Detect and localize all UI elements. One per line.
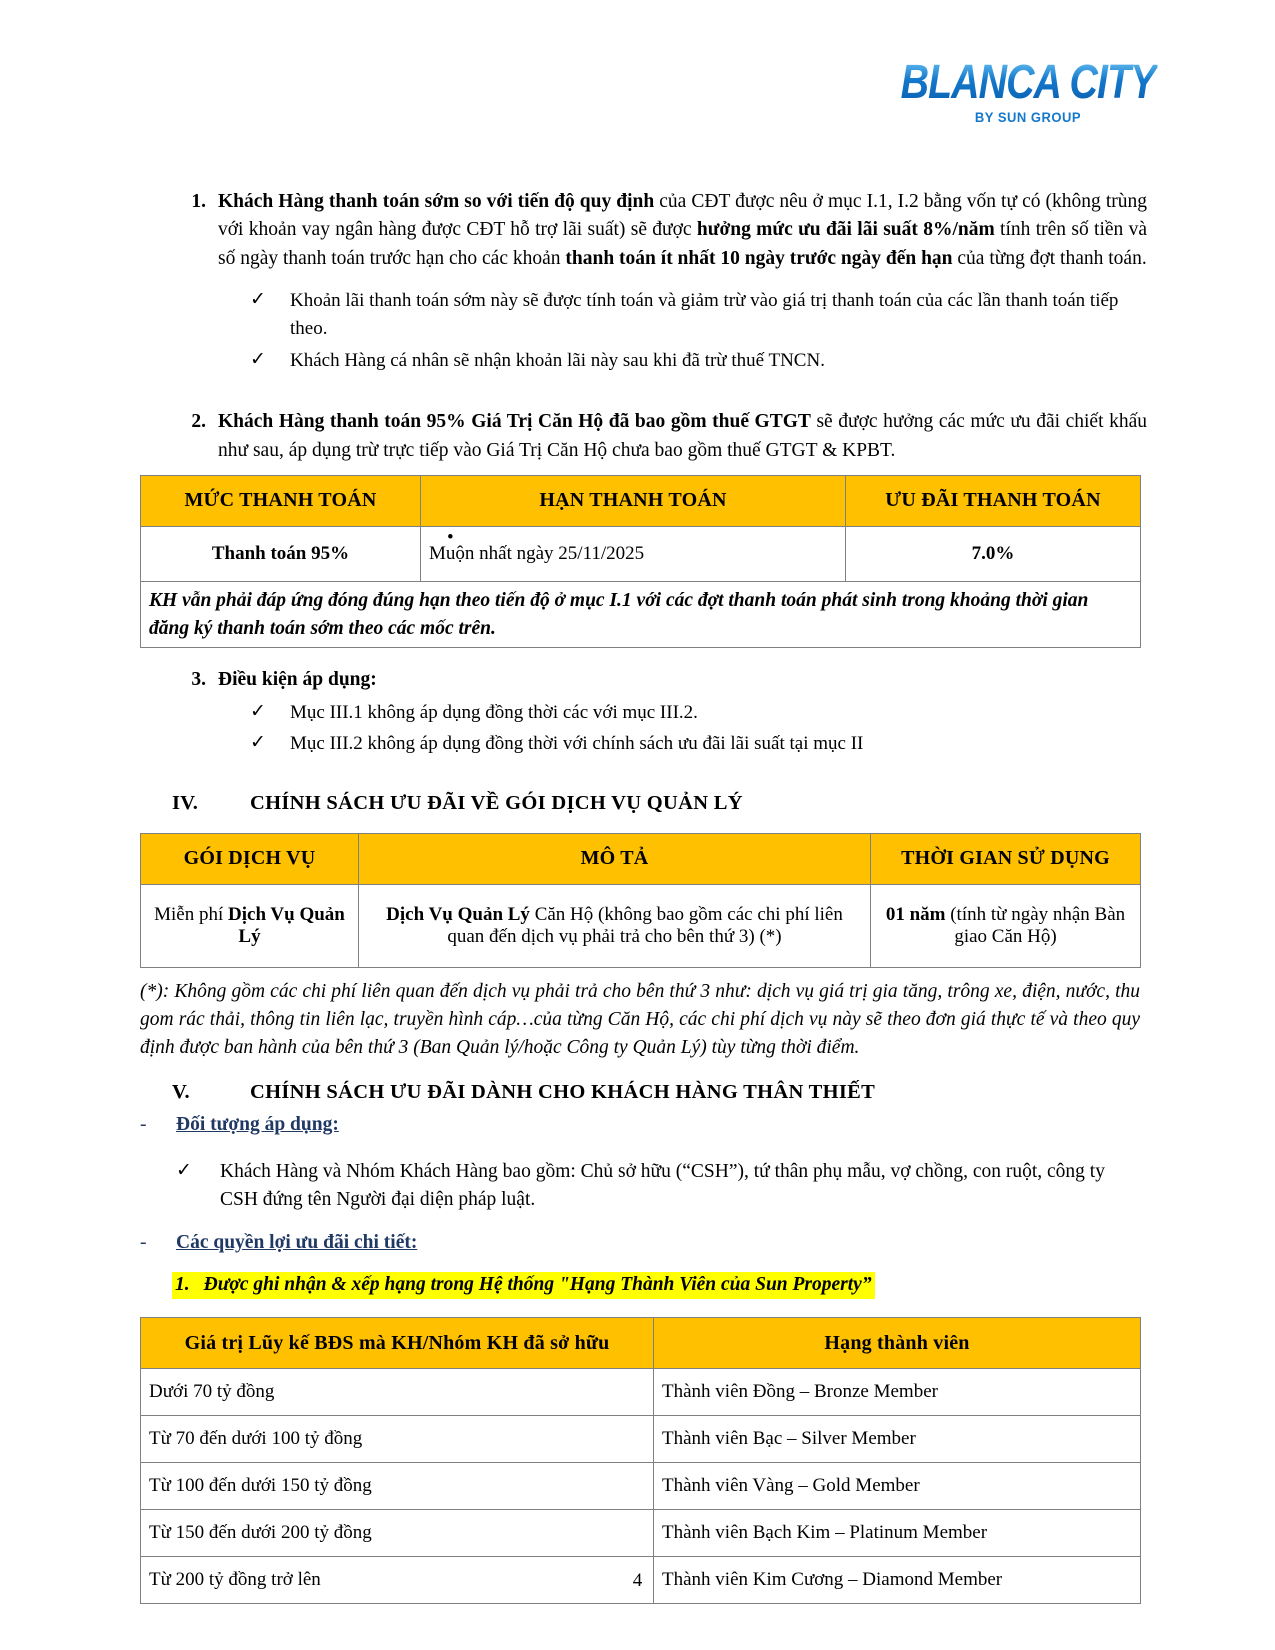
table-row bbox=[141, 1510, 1141, 1557]
cell-service-duration-rest: (tính từ ngày nhận Bàn giao Căn Hộ) bbox=[945, 903, 1126, 947]
item-1-text-3: hưởng mức ưu đãi lãi suất 8%/năm bbox=[696, 219, 995, 241]
item-2-body bbox=[218, 408, 1147, 465]
cell-tier-name: Thành viên Kim Cương – Diamond Member bbox=[654, 1557, 1141, 1604]
item-1-text-5: thanh toán ít nhất 10 ngày trước ngày đến hạn bbox=[565, 247, 953, 269]
cell-service-duration-bold: 01 năm bbox=[885, 903, 946, 925]
cell-tier-name: Thành viên Đồng – Bronze Member bbox=[654, 1369, 1141, 1416]
cell-payment-deadline-text: Muộn nhất ngày 25/11/2025 bbox=[429, 542, 645, 564]
subsection-target-audience bbox=[140, 1114, 1186, 1136]
dash-icon: - bbox=[140, 1113, 147, 1135]
numbered-item-2 bbox=[172, 408, 1147, 465]
cell-payment-deadline bbox=[421, 526, 846, 581]
section-heading-iv bbox=[172, 792, 1275, 815]
section-iv-number: IV. bbox=[172, 791, 199, 814]
highlighted-benefit-1-inner bbox=[172, 1272, 875, 1299]
cell-service-package-bold: Dịch Vụ Quản Lý bbox=[228, 903, 345, 947]
payment-table-note: KH vẫn phải đáp ứng đóng đúng hạn theo tiến độ ở mục I.1 với các đợt thanh toán phát sinh trong khoảng thời gian đăng ký thanh toán sớm theo các mốc trên. bbox=[141, 581, 1141, 647]
list-item bbox=[246, 699, 1151, 727]
list-item bbox=[246, 287, 1151, 342]
management-service-table bbox=[140, 833, 1141, 968]
check-icon: ✓ bbox=[250, 347, 266, 370]
highlighted-benefit-1-text: Được ghi nhận & xếp hạng trong Hệ thống "Hạng Thành Viên của Sun Property” bbox=[203, 1274, 872, 1296]
item-1-check-list bbox=[246, 287, 1151, 374]
cell-payment-discount: 7.0% bbox=[971, 542, 1015, 564]
item-1-text-4: tính trên số tiền và số ngày thanh toán trước hạn cho các khoản bbox=[218, 219, 1147, 269]
item-1-text-6: của từng đợt thanh toán. bbox=[952, 247, 1147, 269]
logo-wordmark: BLANCA CITY bbox=[898, 58, 1157, 106]
blanca-city-logo bbox=[893, 54, 1163, 126]
cell-value-range: Từ 150 đến dưới 200 tỷ đồng bbox=[141, 1510, 654, 1557]
cell-service-package bbox=[141, 884, 359, 967]
item-1-number: 1. bbox=[191, 191, 206, 212]
table-row bbox=[141, 1463, 1141, 1510]
item-3-title: Điều kiện áp dụng: bbox=[218, 669, 377, 691]
column-header-service-package: GÓI DỊCH VỤ bbox=[141, 833, 359, 884]
cell-value-range: Từ 100 đến dưới 150 tỷ đồng bbox=[141, 1463, 654, 1510]
section-iv-title: CHÍNH SÁCH ƯU ĐÃI VỀ GÓI DỊCH VỤ QUẢN LÝ bbox=[250, 791, 743, 814]
item-1-text-2: của CĐT được nêu ở mục I.1, I.2 bằng vốn tự có (không trùng với khoản vay ngân hàng được CĐT hỗ trợ lãi suất) sẽ được bbox=[218, 191, 1147, 241]
highlighted-benefit-1 bbox=[172, 1272, 1275, 1299]
item-3-check-list bbox=[246, 699, 1151, 758]
subsection-benefits bbox=[140, 1232, 1186, 1254]
column-header-payment-deadline: HẠN THANH TOÁN bbox=[421, 475, 846, 526]
section-heading-v bbox=[172, 1081, 1275, 1104]
check-icon: ✓ bbox=[250, 288, 266, 311]
service-table-footnote: (*): Không gồm các chi phí liên quan đến dịch vụ phải trả cho bên thứ 3 như: dịch vụ giá trị gia tăng, trông xe, điện, nước, thu gom rác thải, thông tin liên lạc, truyền hình cáp…của từng Căn Hộ, các chi phí dịch vụ này sẽ theo đơn giá thực tế và theo quy định được ban hành của bên thứ 3 (Ban Quản lý/hoặc Công ty Quản Lý) tùy từng thời điểm. bbox=[140, 980, 1140, 1059]
item-2-text-2: sẽ được hưởng các mức ưu đãi chiết khấu như sau, áp dụng trừ trực tiếp vào Giá Trị Căn Hộ chưa bao gồm thuế GTGT & KPBT. bbox=[218, 411, 1147, 461]
column-header-service-duration: THỜI GIAN SỬ DỤNG bbox=[871, 833, 1141, 884]
column-header-payment-level: MỨC THANH TOÁN bbox=[141, 475, 421, 526]
membership-tier-table bbox=[140, 1317, 1141, 1604]
column-header-payment-discount: ƯU ĐÃI THANH TOÁN bbox=[846, 475, 1141, 526]
column-header-member-tier: Hạng thành viên bbox=[654, 1318, 1141, 1369]
column-header-accumulated-value: Giá trị Lũy kế BĐS mà KH/Nhóm KH đã sở hữu bbox=[141, 1318, 654, 1369]
payment-discount-table bbox=[140, 475, 1141, 648]
dash-icon: - bbox=[140, 1232, 147, 1254]
section-v-title: CHÍNH SÁCH ƯU ĐÃI DÀNH CHO KHÁCH HÀNG THÂN THIẾT bbox=[250, 1080, 876, 1103]
table-header-row bbox=[141, 1318, 1141, 1369]
logo-tagline: BY SUN GROUP bbox=[974, 109, 1082, 126]
cell-service-duration bbox=[871, 884, 1141, 967]
column-header-service-desc: MÔ TẢ bbox=[359, 833, 871, 884]
list-item-label: Mục III.1 không áp dụng đồng thời các với mục III.2. bbox=[290, 701, 698, 723]
cell-service-desc-bold: Dịch Vụ Quản Lý bbox=[386, 903, 530, 925]
list-item-label: Mục III.2 không áp dụng đồng thời với chính sách ưu đãi lãi suất tại mục II bbox=[290, 733, 864, 755]
item-2-number: 2. bbox=[191, 411, 206, 433]
table-row bbox=[141, 1369, 1141, 1416]
cell-value-range: Dưới 70 tỷ đồng bbox=[141, 1369, 654, 1416]
item-1-text-1: Khách Hàng thanh toán sớm so với tiến độ quy định bbox=[218, 191, 655, 212]
subsection-benefits-label: Các quyền lợi ưu đãi chi tiết: bbox=[176, 1232, 418, 1254]
subsection-target-audience-label: Đối tượng áp dụng: bbox=[176, 1113, 339, 1135]
numbered-item-1 bbox=[172, 188, 1147, 273]
item-3-number: 3. bbox=[191, 669, 206, 691]
cell-value-range: Từ 70 đến dưới 100 tỷ đồng bbox=[141, 1416, 654, 1463]
table-row bbox=[141, 526, 1141, 581]
table-note-row bbox=[141, 581, 1141, 647]
page-number: 4 bbox=[632, 1570, 643, 1591]
check-icon: ✓ bbox=[250, 699, 266, 722]
list-item bbox=[246, 730, 1151, 758]
bullet-icon: • bbox=[447, 526, 454, 548]
list-item-label: Khoản lãi thanh toán sớm này sẽ được tính toán và giảm trừ vào giá trị thanh toán của các lần thanh toán tiếp theo. bbox=[290, 290, 1119, 339]
document-content bbox=[0, 188, 1275, 1604]
item-1-body bbox=[218, 188, 1147, 273]
item-2-text-1: Khách Hàng thanh toán 95% Giá Trị Căn Hộ đã bao gồm thuế GTGT bbox=[218, 411, 811, 433]
section-v-check-list bbox=[172, 1158, 1132, 1215]
cell-tier-name: Thành viên Vàng – Gold Member bbox=[654, 1463, 1141, 1510]
highlighted-benefit-1-number: 1. bbox=[175, 1274, 190, 1296]
list-item-label: Khách Hàng cá nhân sẽ nhận khoản lãi này sau khi đã trừ thuế TNCN. bbox=[290, 349, 825, 371]
cell-value-range: Từ 200 tỷ đồng trở lên bbox=[141, 1557, 654, 1604]
cell-tier-name: Thành viên Bạch Kim – Platinum Member bbox=[654, 1510, 1141, 1557]
check-icon: ✓ bbox=[250, 731, 266, 754]
table-header-row bbox=[141, 833, 1141, 884]
cell-service-desc-rest: Căn Hộ (không bao gồm các chi phí liên quan đến dịch vụ phải trả cho bên thứ 3) (*) bbox=[447, 903, 843, 947]
table-row bbox=[141, 1416, 1141, 1463]
cell-payment-level: Thanh toán 95% bbox=[211, 542, 350, 564]
cell-service-desc bbox=[359, 884, 871, 967]
cell-service-package-plain: Miễn phí bbox=[154, 903, 229, 925]
table-header-row bbox=[141, 475, 1141, 526]
list-item bbox=[246, 347, 1151, 375]
list-item-label: Khách Hàng và Nhóm Khách Hàng bao gồm: Chủ sở hữu (“CSH”), tứ thân phụ mẫu, vợ chồng, con ruột, công ty CSH đứng tên Người đại diện pháp luật. bbox=[220, 1160, 1105, 1210]
list-item bbox=[172, 1158, 1132, 1215]
check-icon: ✓ bbox=[176, 1158, 192, 1181]
cell-tier-name: Thành viên Bạc – Silver Member bbox=[654, 1416, 1141, 1463]
table-row bbox=[141, 884, 1141, 967]
numbered-item-3 bbox=[172, 666, 1147, 694]
section-v-number: V. bbox=[172, 1080, 190, 1103]
